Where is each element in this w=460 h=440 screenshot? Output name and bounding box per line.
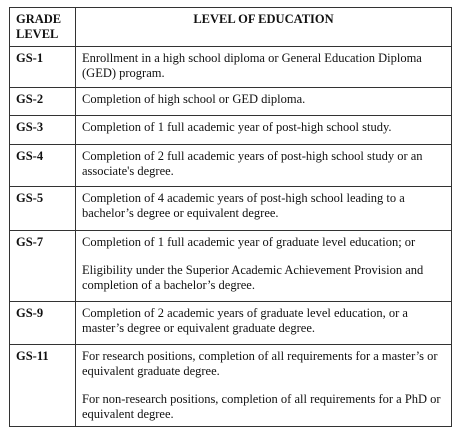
education-text: Enrollment in a high school diploma or General Education Diploma (GED) program. <box>82 51 422 80</box>
education-text: Completion of 1 full academic year of graduate level education; or <box>82 235 416 249</box>
education-requirements-table <box>9 7 452 427</box>
education-cell <box>76 47 452 88</box>
grade-cell: GS-9 <box>10 302 76 345</box>
grade-cell: GS-7 <box>10 231 76 302</box>
table-row <box>10 302 452 345</box>
education-cell <box>76 187 452 231</box>
table-row <box>10 231 452 302</box>
education-text: Completion of high school or GED diploma. <box>82 92 306 106</box>
table-row <box>10 47 452 88</box>
education-text: Completion of 2 full academic years of post-high school study or an associate's degree. <box>82 149 423 178</box>
table-row <box>10 88 452 116</box>
level-of-education-header: LEVEL OF EDUCATION <box>76 8 452 47</box>
grade-level-header <box>10 8 76 47</box>
education-text: Completion of 4 academic years of post-high school leading to a bachelor’s degree or equivalent degree. <box>82 191 405 220</box>
grade-cell: GS-4 <box>10 145 76 187</box>
education-text: Completion of 1 full academic year of post-high school study. <box>82 120 392 134</box>
education-cell <box>76 302 452 345</box>
grade-cell: GS-3 <box>10 116 76 145</box>
grade-cell: GS-1 <box>10 47 76 88</box>
grade-cell: GS-11 <box>10 345 76 427</box>
table-row <box>10 116 452 145</box>
education-text: Completion of 2 academic years of graduate level education, or a master’s degree or equivalent graduate degree. <box>82 306 408 335</box>
education-text: For non-research positions, completion of all requirements for a PhD or equivalent degree. <box>82 392 441 421</box>
table-row <box>10 145 452 187</box>
grade-header-line-2: LEVEL <box>16 27 59 41</box>
education-cell <box>76 88 452 116</box>
education-cell <box>76 116 452 145</box>
education-text: Eligibility under the Superior Academic Achievement Provision and completion of a bachelor’s degree. <box>82 263 424 292</box>
grade-header-line-1: GRADE <box>16 12 62 26</box>
table-header-row <box>10 8 452 47</box>
education-text: For research positions, completion of all requirements for a master’s or equivalent graduate degree. <box>82 349 438 378</box>
table-row <box>10 345 452 427</box>
grade-cell: GS-2 <box>10 88 76 116</box>
table-row <box>10 187 452 231</box>
grade-cell: GS-5 <box>10 187 76 231</box>
education-cell <box>76 231 452 302</box>
education-cell <box>76 345 452 427</box>
education-cell <box>76 145 452 187</box>
